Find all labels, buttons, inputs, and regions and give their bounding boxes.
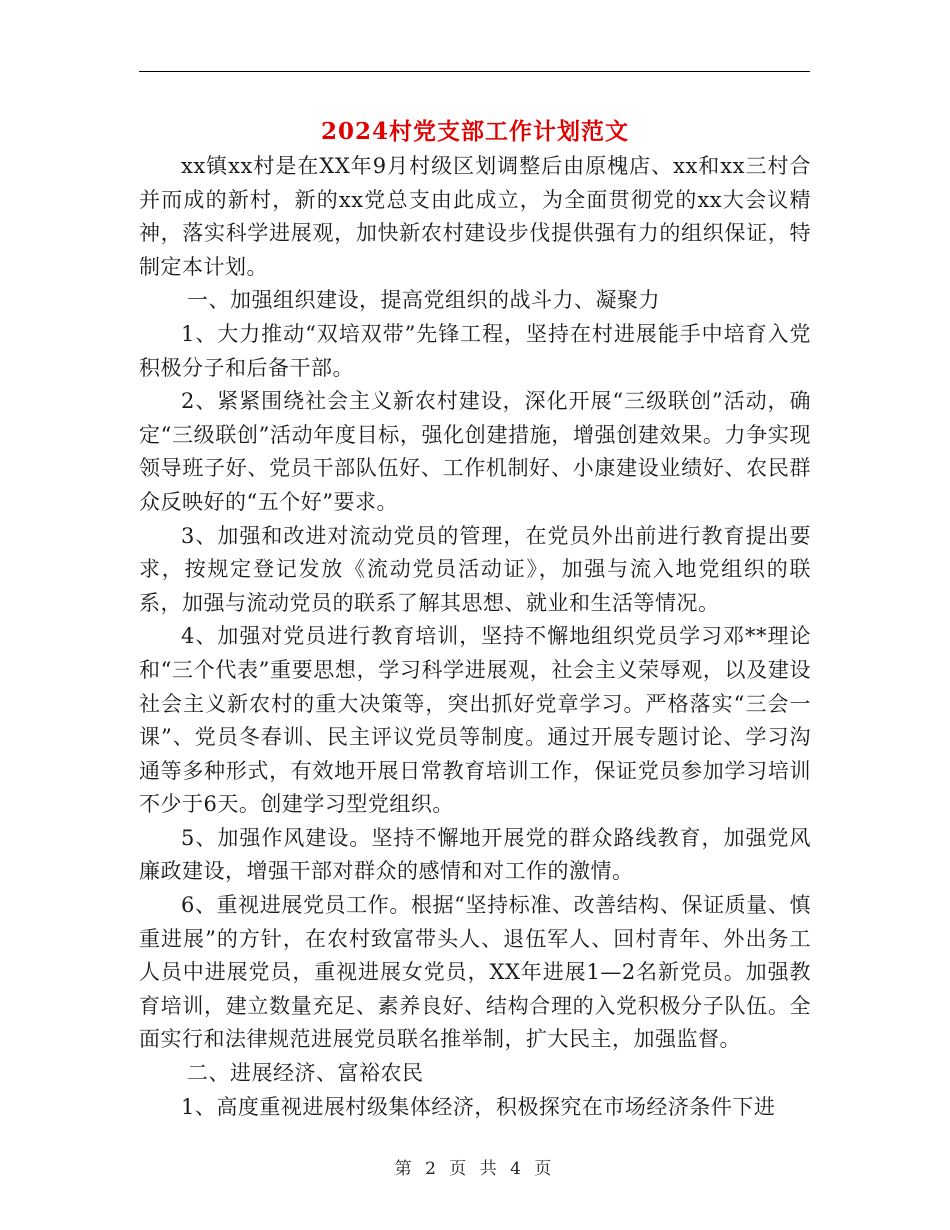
paragraph-item-2: 2、紧紧围绕社会主义新农村建设，深化开展“三级联创”活动，确定“三级联创”活动年度目标，强化创建措施，增强创建效果。力争实现领导班子好、党员干部队伍好、工作机制好、小康建设业绩好、农民群众反映好的“五个好”要求。 — [139, 389, 811, 514]
paragraph-item-3: 3、加强和改进对流动党员的管理，在党员外出前进行教育提出要求，按规定登记发放《流动党员活动证》，加强与流入地党组织的联系，加强与流动党员的联系了解其思想、就业和生活等情况。 — [139, 523, 811, 615]
page-footer: 第 2 页 共 4 页 — [394, 1159, 556, 1179]
paragraph-item-4: 4、加强对党员进行教育培训，坚持不懈地组织党员学习邓**理论和“三个代表”重要思想，学习科学进展观，社会主义荣辱观，以及建设社会主义新农村的重大决策等，突出抓好党章学习。严格落实“三会一课”、党员冬春训、民主评议党员等制度。通过开展专题讨论、学习沟通等多种形式，有效地开展日常教育培训工作，保证党员参加学习培训不少于6天。创建学习型党组织。 — [139, 624, 811, 817]
section-heading-2: 二、进展经济、富裕农民 — [187, 1061, 424, 1086]
paragraph-intro: xx镇xx村是在XX年9月村级区划调整后由原槐店、xx和xx三村合并而成的新村，新的xx党总支由此成立，为全面贯彻党的xx大会议精神，落实科学进展观，加快新农村建设步伐提供强有力的组织保证，特制定本计划。 — [139, 154, 811, 279]
paragraph-item-5: 5、加强作风建设。坚持不懈地开展党的群众路线教育，加强党风廉政建设，增强干部对群众的感情和对工作的激情。 — [139, 825, 811, 884]
document-title: 2024村党支部工作计划范文 — [320, 118, 629, 145]
paragraph-section2-item-1: 1、高度重视进展村级集体经济，积极探究在市场经济条件下进 — [181, 1094, 776, 1119]
header-rule — [139, 71, 810, 72]
paragraph-item-1: 1、大力推动“双培双带”先锋工程，坚持在村进展能手中培育入党积极分子和后备干部。 — [139, 321, 811, 380]
section-heading-1: 一、加强组织建设，提高党组织的战斗力、凝聚力 — [187, 288, 660, 313]
paragraph-item-6: 6、重视进展党员工作。根据“坚持标准、改善结构、保证质量、慎重进展”的方针，在农村致富带头人、退伍军人、回村青年、外出务工人员中进展党员，重视进展女党员，XX年进展1—2名新党员。加强教育培训，建立数量充足、素养良好、结构合理的入党积极分子队伍。全面实行和法律规范进展党员联名推举制，扩大民主，加强监督。 — [139, 893, 811, 1052]
document-body — [139, 150, 811, 1124]
